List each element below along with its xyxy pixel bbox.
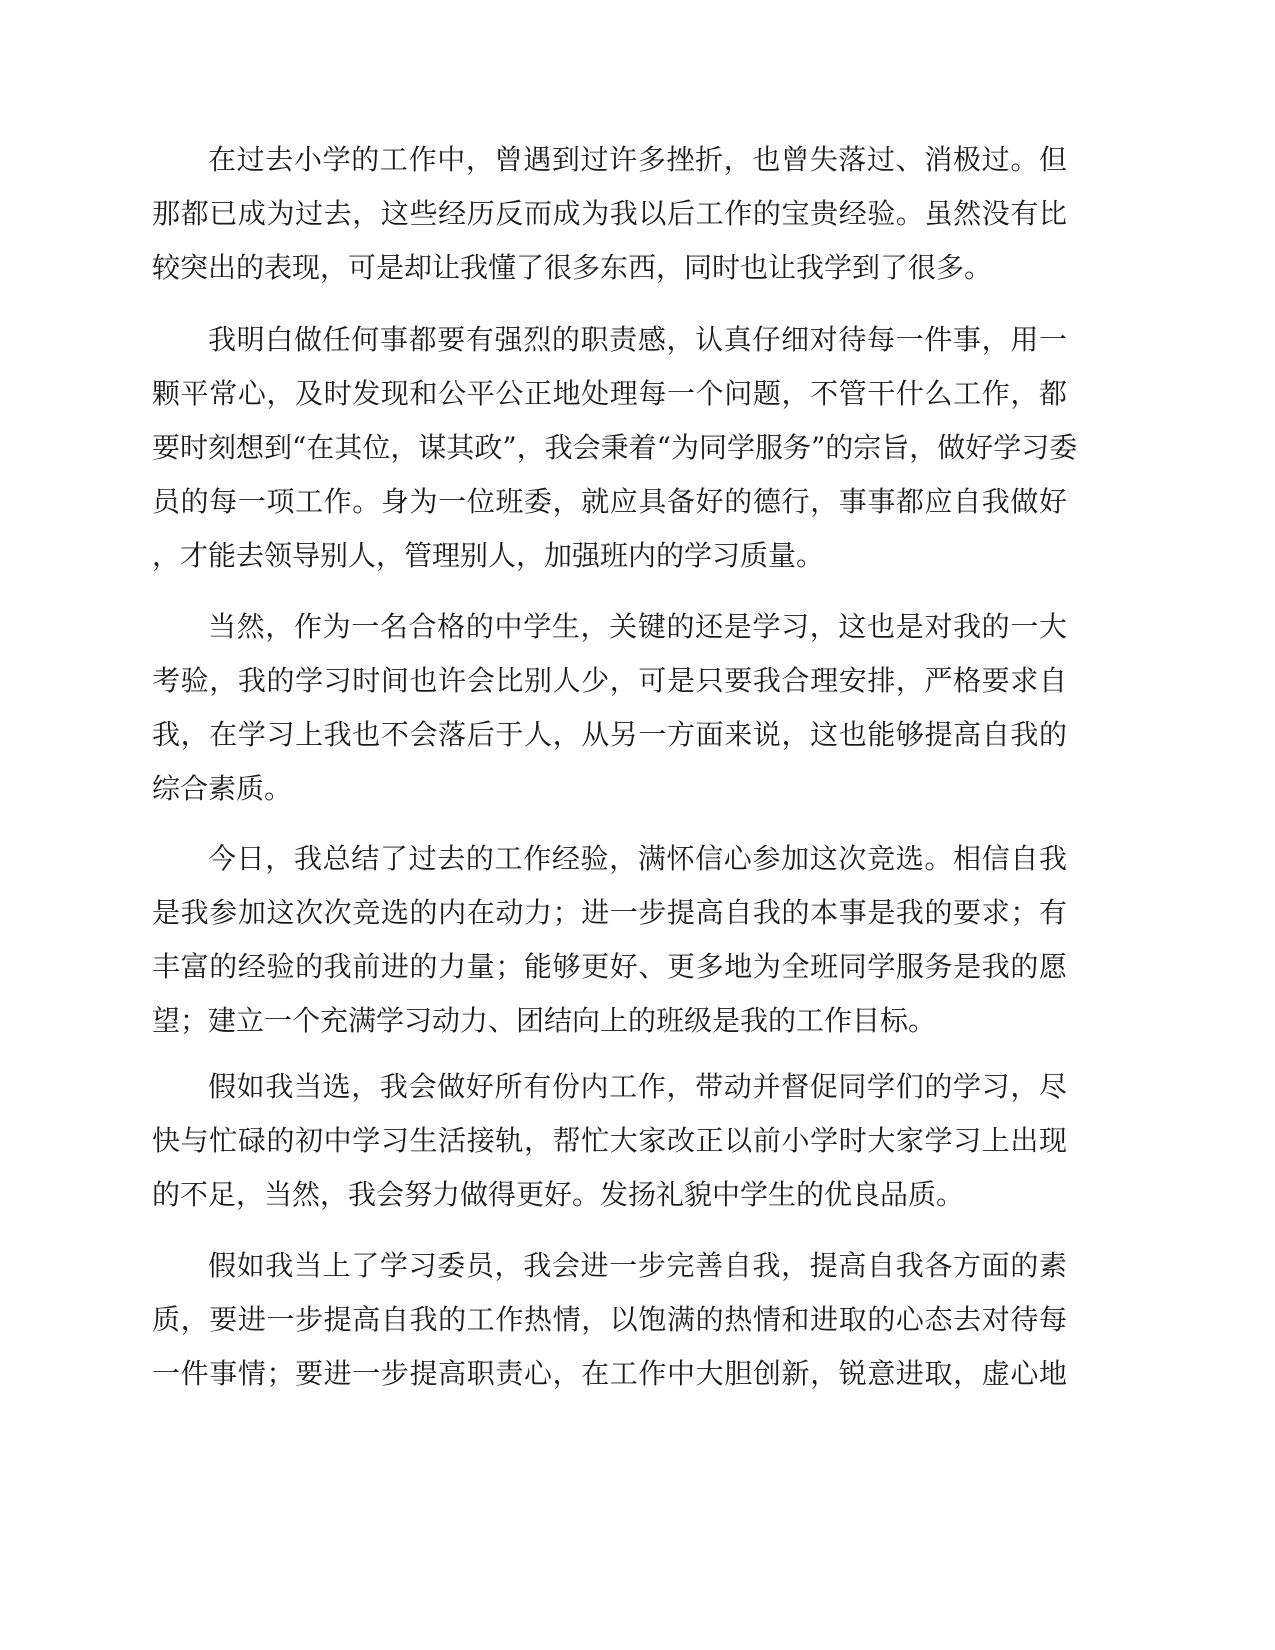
- paragraph-4: [152, 832, 1067, 1048]
- paragraph-line: 我，在学习上我也不会落后于人，从另一方面来说，这也能够提高自我的: [152, 718, 1067, 751]
- paragraph-line: 考验，我的学习时间也许会比别人少，可是只要我合理安排，严格要求自: [152, 664, 1067, 697]
- paragraph-line: 要时刻想到“在其位，谋其政”，我会秉着“为同学服务”的宗旨，做好学习委: [152, 431, 1078, 464]
- paragraph-line: 丰富的经验的我前进的力量；能够更好、更多地为全班同学服务是我的愿: [152, 950, 1067, 983]
- paragraph-line: 望；建立一个充满学习动力、团结向上的班级是我的工作目标。: [152, 1004, 937, 1037]
- paragraph-line: 当然，作为一名合格的中学生，关键的还是学习，这也是对我的一大: [208, 610, 1067, 643]
- paragraph-line: 今日，我总结了过去的工作经验，满怀信心参加这次竞选。相信自我: [208, 842, 1067, 875]
- paragraph-line: 较突出的表现，可是却让我懂了很多东西，同时也让我学到了很多。: [152, 251, 993, 284]
- paragraph-line: 员的每一项工作。身为一位班委，就应具备好的德行，事事都应自我做好: [152, 485, 1067, 518]
- paragraph-5: [152, 1060, 1067, 1222]
- paragraph-line: 一件事情；要进一步提高职责心，在工作中大胆创新，锐意进取，虚心地: [152, 1357, 1067, 1390]
- paragraph-2: [152, 313, 1078, 583]
- paragraph-line: 是我参加这次次竞选的内在动力；进一步提高自我的本事是我的要求；有: [152, 896, 1067, 929]
- paragraph-line: 我明白做任何事都要有强烈的职责感，认真仔细对待每一件事，用一: [208, 323, 1067, 356]
- paragraph-line: 那都已成为过去，这些经历反而成为我以后工作的宝贵经验。虽然没有比: [152, 197, 1067, 230]
- paragraph-line: 假如我当上了学习委员，我会进一步完善自我，提高自我各方面的素: [208, 1249, 1067, 1282]
- paragraph-line: 质，要进一步提高自我的工作热情，以饱满的热情和进取的心态去对待每: [152, 1303, 1067, 1336]
- paragraph-line: 在过去小学的工作中，曾遇到过许多挫折，也曾失落过、消极过。但: [208, 143, 1067, 176]
- paragraph-line: 颗平常心，及时发现和公平公正地处理每一个问题，不管干什么工作，都: [152, 377, 1067, 410]
- paragraph-1: [152, 133, 1067, 295]
- paragraph-line: 快与忙碌的初中学习生活接轨，帮忙大家改正以前小学时大家学习上出现: [152, 1124, 1067, 1157]
- paragraph-6: [152, 1239, 1067, 1401]
- paragraph-line: ，才能去领导别人，管理别人，加强班内的学习质量。: [152, 539, 825, 572]
- paragraph-3: [152, 600, 1067, 816]
- paragraph-line: 假如我当选，我会做好所有份内工作，带动并督促同学们的学习，尽: [208, 1070, 1067, 1103]
- paragraph-line: 综合素质。: [152, 772, 293, 805]
- paragraph-line: 的不足，当然，我会努力做得更好。发扬礼貌中学生的优良品质。: [152, 1178, 965, 1211]
